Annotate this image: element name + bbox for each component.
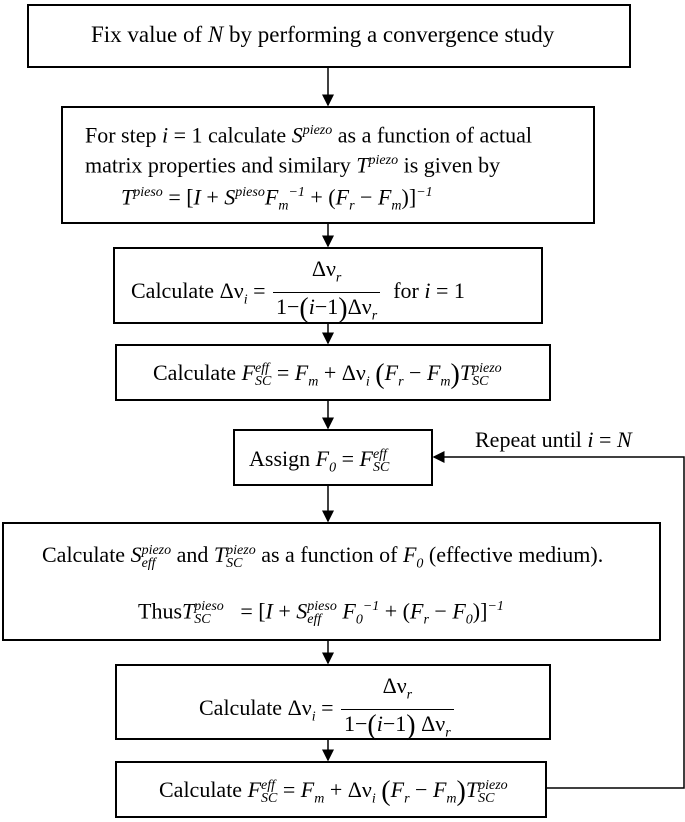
step2-line2: matrix properties and similary $T^{piezo}$ is given by bbox=[85, 152, 501, 178]
step5-box bbox=[233, 429, 433, 486]
step8-box bbox=[115, 761, 547, 818]
step7-box bbox=[115, 664, 551, 740]
step7-fraction: $\frac{\Delta\nu_r}{1-(i-1) \Delta\nu_r}$ bbox=[341, 674, 454, 746]
step5-formula: Assign $F_0 = F$ eff SC bbox=[249, 446, 390, 476]
step7-formula: Calculate $\Delta\nu_i$ = $\frac{\Delta\nu_r}{1-(i-1) \Delta\nu_r}$ bbox=[199, 674, 456, 746]
step3-box bbox=[113, 247, 543, 324]
repeat-label: Repeat until i = N bbox=[475, 427, 632, 452]
step8-formula: Calculate F eff SC = $F_m + \Delta\nu_i$ $(F_r - F_m)T$ piezo SC bbox=[159, 776, 508, 807]
step2-line1: For step i = 1 calculate $S^{piezo}$ as a function of actual bbox=[85, 122, 533, 148]
step4-formula: Calculate F eff SC = $F_m + \Delta\nu_i$ $(F_r - F_m)T$ piezo SC bbox=[153, 359, 502, 390]
step3-formula: Calculate $\Delta\nu_i$ = $\frac{\Delta\nu_r}{1-(i-1)\Delta\nu_r}$ for i = 1 bbox=[131, 257, 465, 329]
step3-fraction: $\frac{\Delta\nu_r}{1-(i-1)\Delta\nu_r}$ bbox=[273, 257, 380, 329]
step6-line1: Calculate S piezo eff and T piezo SC as a function of $F_0$ (effective medium). bbox=[42, 542, 604, 572]
step4-box bbox=[115, 344, 551, 401]
step1-text: Fix value of N by performing a convergence study bbox=[91, 22, 555, 47]
step6-box bbox=[2, 522, 661, 641]
step2-formula: $T^{pieso} = [I + S^{pieso}F_m^{-1} + (F_r - F_m)]^{-1}$ bbox=[121, 184, 433, 214]
step6-line2: ThusT pieso SC = [I + S pieso eff $F_0^{-1} + (F_r - F_0)]^{-1}$ bbox=[138, 598, 504, 628]
step1-box bbox=[27, 4, 631, 68]
step2-box bbox=[61, 106, 595, 224]
